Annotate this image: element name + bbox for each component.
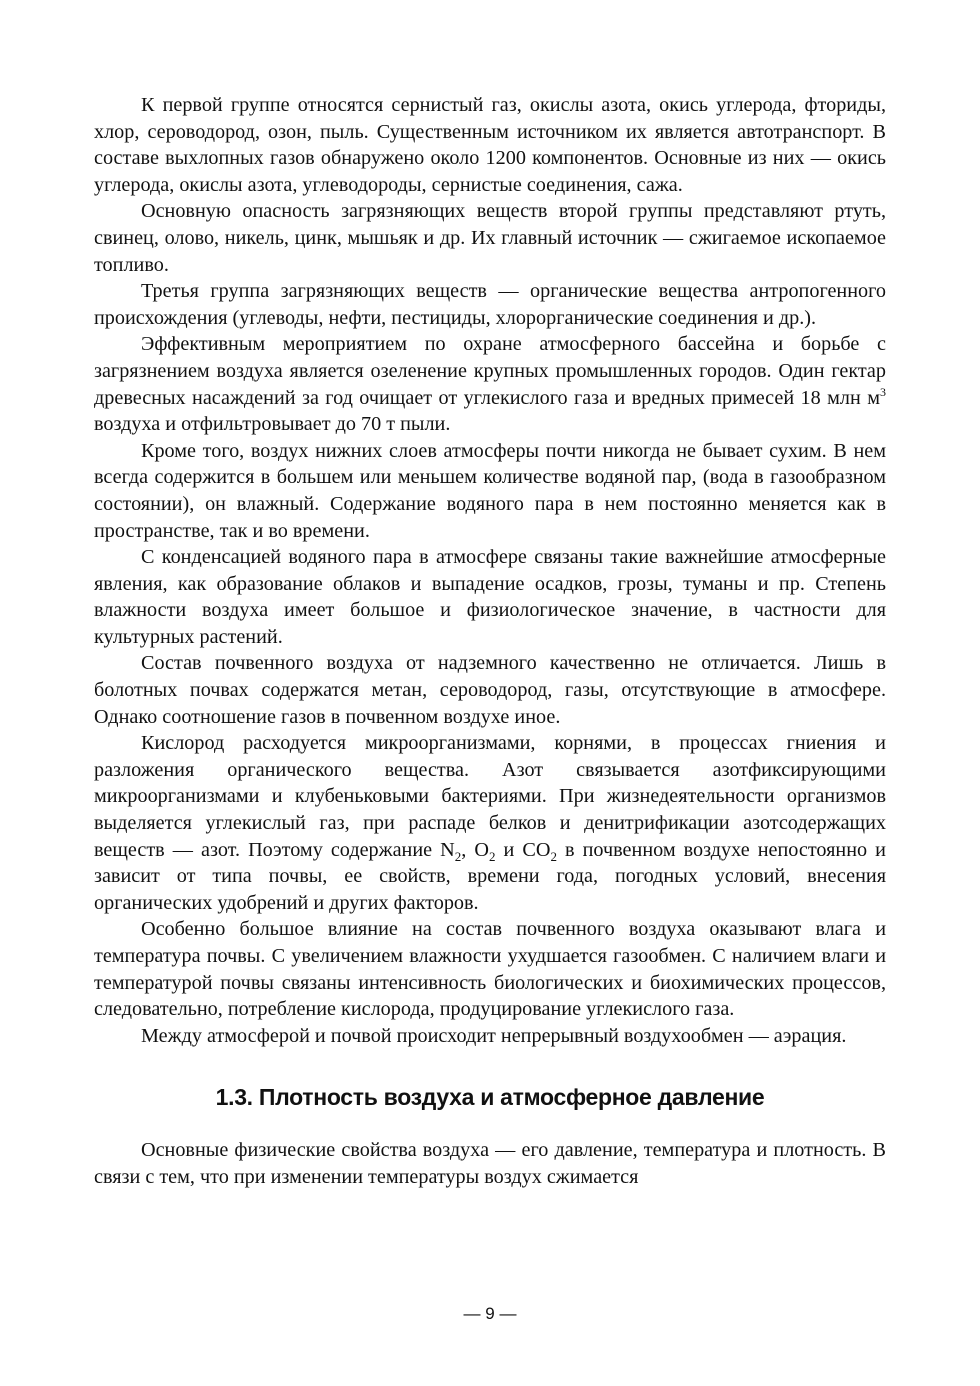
section-heading: 1.3. Плотность воздуха и атмосферное давление bbox=[215, 1084, 765, 1111]
paragraph-oxygen-nitrogen bbox=[94, 730, 886, 916]
text-fragment: , O bbox=[461, 838, 489, 861]
paragraph-soil-air-composition: Состав почвенного воздуха от надземного качественно не отличается. Лишь в болотных почвах содержатся метан, сероводород, газы, отсутствующие в атмосфере. Однако соотношение газов в почвенном воздухе иное. bbox=[94, 652, 886, 728]
text-fragment: и CO bbox=[495, 838, 551, 861]
subscript: 2 bbox=[454, 848, 462, 864]
paragraph-water-vapour: Кроме того, воздух нижних слоев атмосферы почти никогда не бывает сухим. В нем всегда содержится в большем или меньшем количестве водяной пар, (вода в газообразном состоянии), он влажный. Содержание водяного пара в нем постоянно меняется как в пространстве, так и во времени. bbox=[94, 439, 886, 542]
text-fragment: Эффективным мероприятием по охране атмосферного бассейна и борьбе с загрязнением воздуха является озеленение крупных промышленных городов. Один гектар древесных насаждений за год очищает от углекислого газа и вредных примесей 18 млн м bbox=[94, 333, 886, 409]
paragraph-condensation: С конденсацией водяного пара в атмосфере связаны такие важнейшие атмосферные явления, как образование облаков и выпадение осадков, грозы, туманы и пр. Степень влажности воздуха имеет большое и физиологическое значение, в частности для культурных растений. bbox=[94, 546, 886, 648]
page-number: — 9 — bbox=[463, 1304, 517, 1323]
superscript: 3 bbox=[880, 384, 886, 399]
paragraph-physical-properties: Основные физические свойства воздуха — его давление, температура и плотность. В связи с тем, что при изменении температуры воздух сжимается bbox=[94, 1139, 886, 1188]
subscript: 2 bbox=[550, 848, 557, 864]
paragraph-pollutants-group-1: К первой группе относятся сернистый газ, окислы азота, окись углерода, фториды, хлор, сероводород, озон, пыль. Существенным источником их является автотранспорт. В составе выхлопных газов обнаружено около 1200 компонентов. Основные из них — окись углерода, окислы азота, углеводороды, сернистые соединения, сажа. bbox=[94, 94, 886, 196]
paragraph-pollutants-group-3: Третья группа загрязняющих веществ — органические вещества антропогенного происхождения (углеводы, нефти, пестициды, хлорорганические соединения и др.). bbox=[94, 280, 886, 329]
text-fragment: Кислород расходуется микроорганизмами, корнями, в процессах гниения и разложения органического вещества. Азот связывается азотфиксирующими микроорганизмами и клубеньковыми бактериями. При жизнедеятельности организмов выделяется углекислый газ, при распаде белков и денитрификации азотсодержащих веществ — азот. Поэтому содержание N bbox=[94, 732, 886, 861]
subscript: 2 bbox=[488, 848, 496, 864]
paragraph-greening bbox=[94, 331, 886, 437]
paragraph-pollutants-group-2: Основную опасность загрязняющих веществ второй группы представляют ртуть, свинец, олово, никель, цинк, мышьяк и др. Их главный источник — сжигаемое ископаемое топливо. bbox=[94, 200, 886, 276]
text-fragment: воздуха и отфильтровывает до 70 т пыли. bbox=[94, 413, 451, 436]
paragraph-moisture-temperature: Особенно большое влияние на состав почвенного воздуха оказывают влага и температура почвы. С увеличением влажности ухудшается газообмен. С наличием влаги и температурой почвы связаны интенсивность биологических и биохимических процессов, следовательно, потребление кислорода, продуцирование углекислого газа. bbox=[94, 918, 886, 1021]
paragraph-aeration: Между атмосферой и почвой происходит непрерывный воздухообмен — аэрация. bbox=[141, 1024, 847, 1047]
text-fragment: в почвенном воздухе непостоянно и зависит от типа почвы, ее свойств, времени года, погодных условий, внесения органических удобрений и других факторов. bbox=[94, 838, 886, 914]
page-body bbox=[94, 92, 886, 1191]
